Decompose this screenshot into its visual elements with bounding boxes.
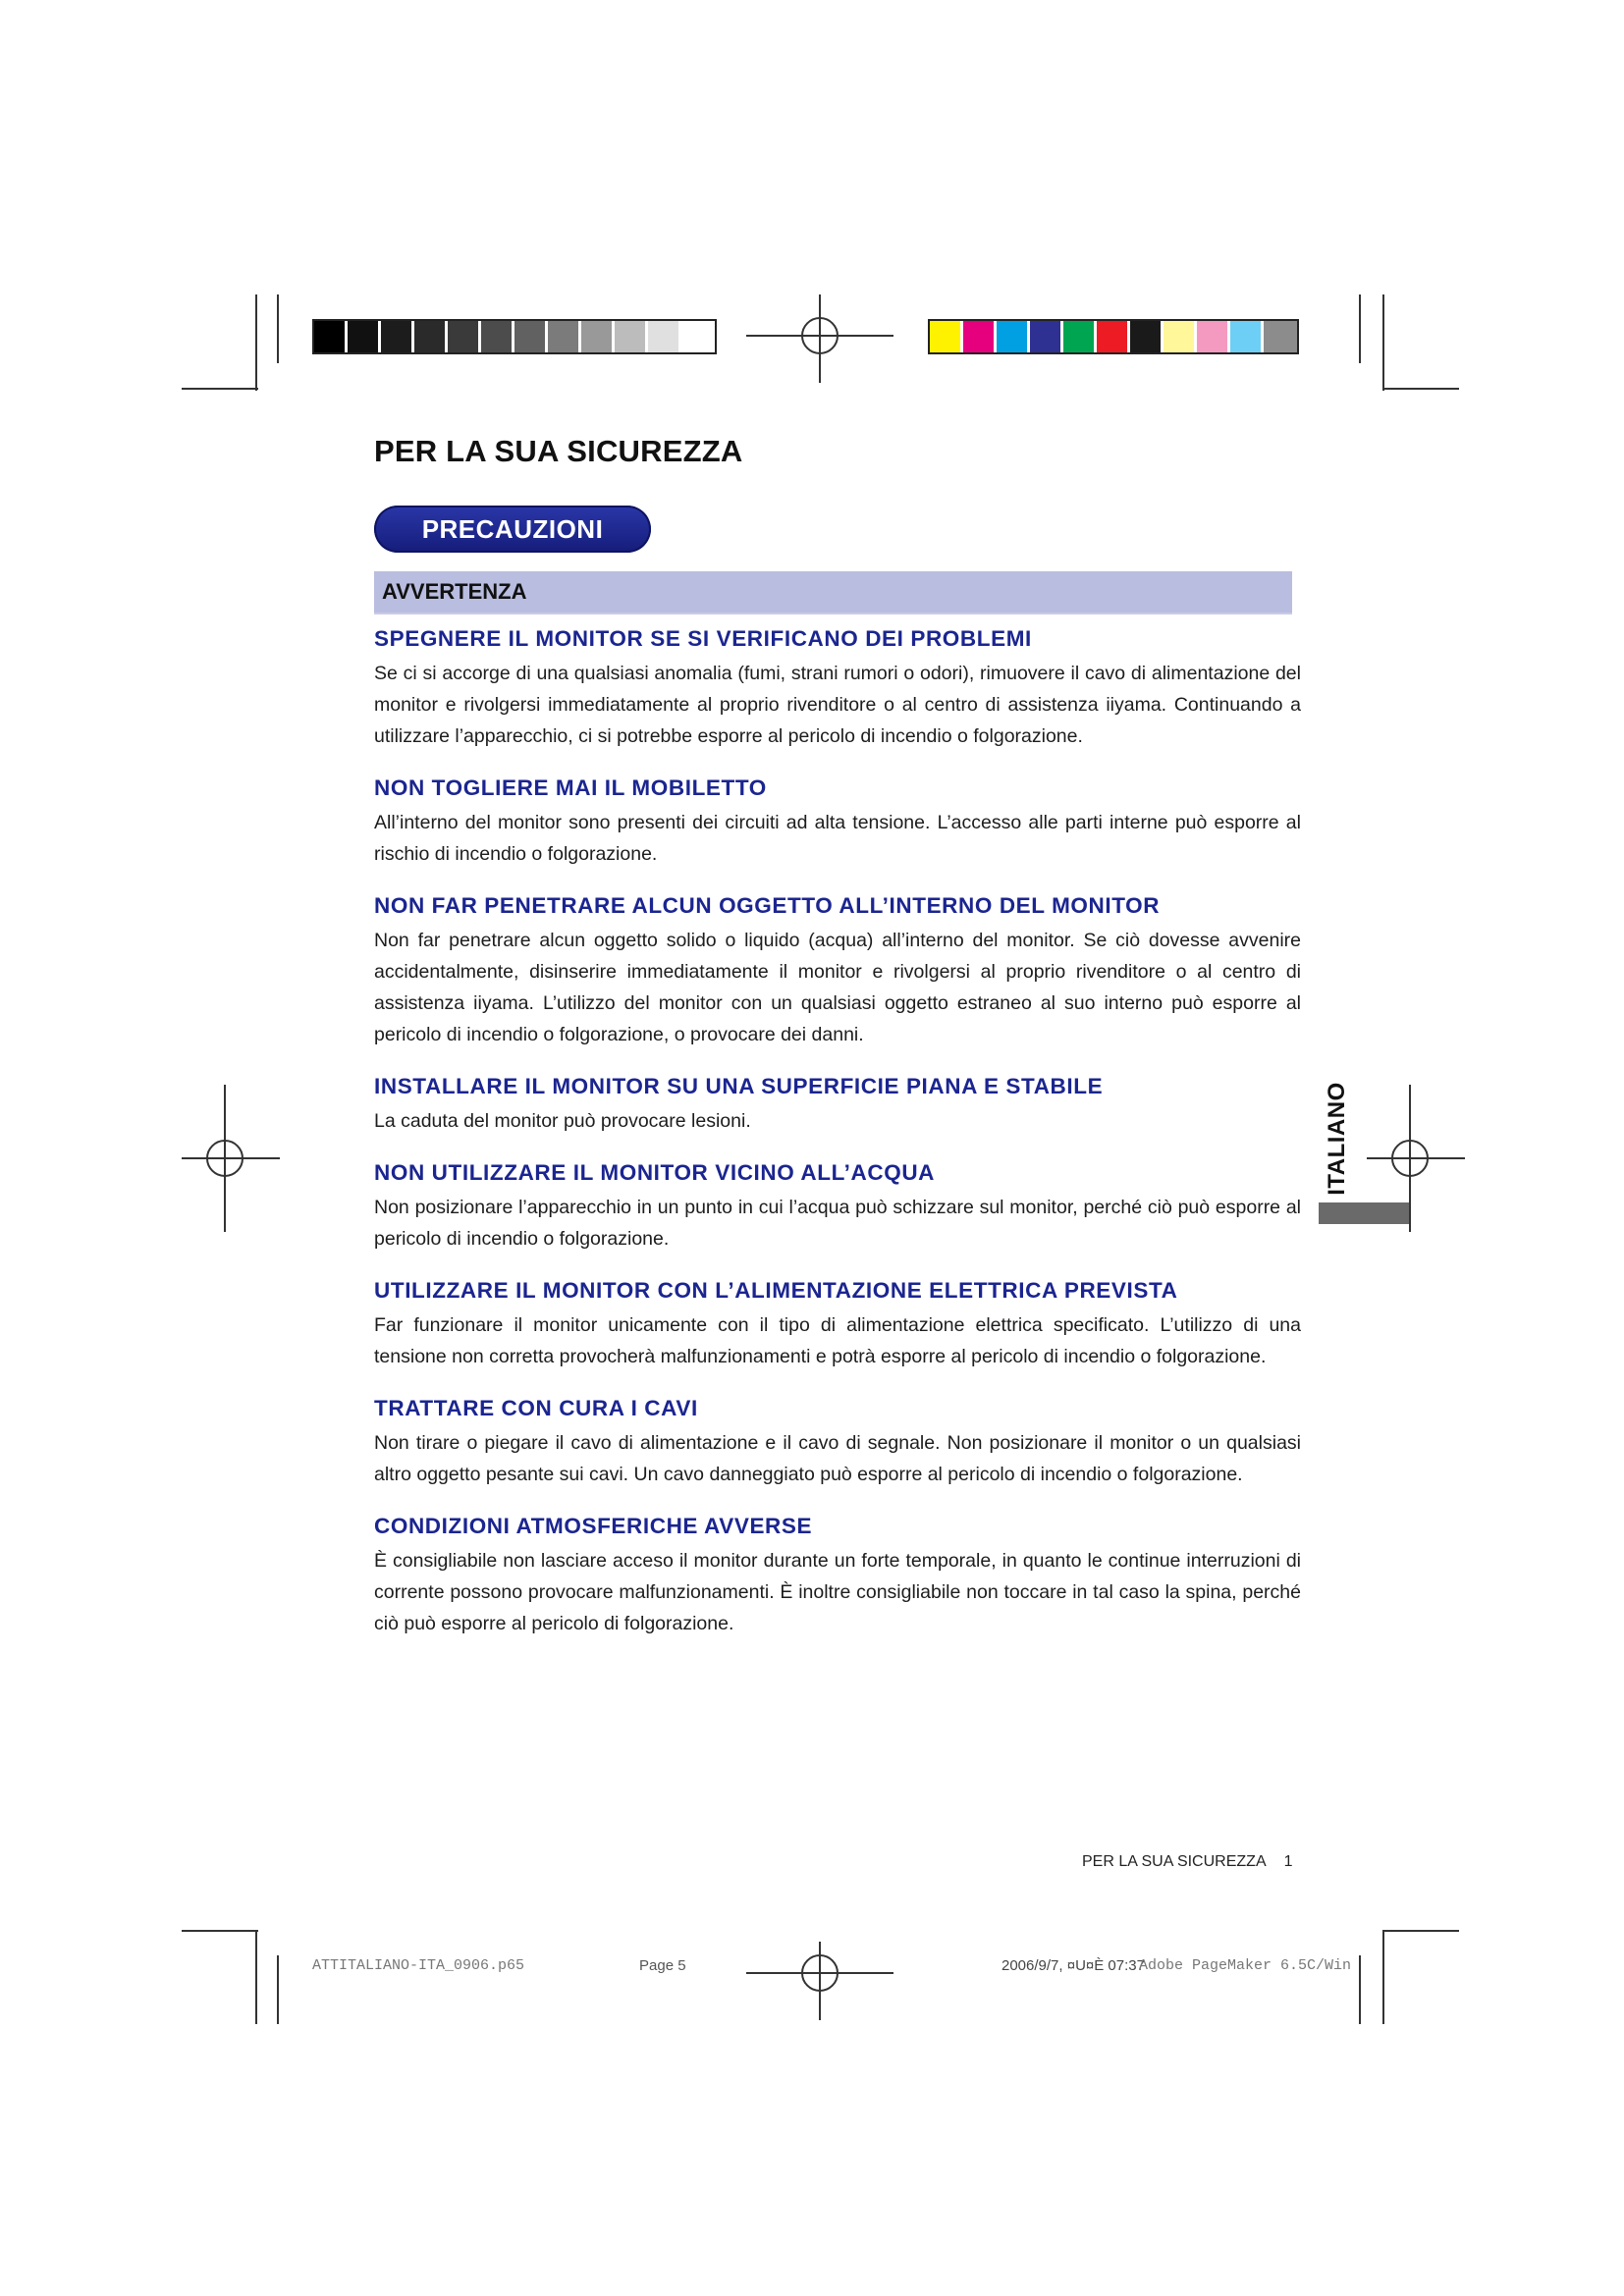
- slug-page: Page 5: [639, 1957, 686, 1974]
- color-swatch: [1164, 321, 1197, 352]
- color-swatch: [963, 321, 997, 352]
- warning-label: AVVERTENZA: [382, 579, 527, 604]
- crop-mark: [182, 1930, 258, 1932]
- color-swatch: [1030, 321, 1063, 352]
- registration-mark-bottom: [746, 1942, 893, 2020]
- language-tab-marker: [1319, 1202, 1409, 1224]
- crop-mark: [277, 294, 279, 363]
- section-text: All’interno del monitor sono presenti dei circuiti ad alta tensione. L’accesso alle parti interne può esporre al rischio di incendio o folgorazione.: [374, 812, 1301, 865]
- section-cabinet: [374, 774, 1301, 870]
- section-heading: NON FAR PENETRARE ALCUN OGGETTO ALL’INTERNO DEL MONITOR: [374, 893, 1161, 918]
- color-swatch: [648, 321, 681, 352]
- section-stable-surface: [374, 1072, 1301, 1137]
- language-tab: [1310, 1082, 1365, 1196]
- section-objects: [374, 891, 1301, 1050]
- section-power: [374, 1276, 1301, 1372]
- section-heading: NON UTILIZZARE IL MONITOR VICINO ALL’ACQUA: [374, 1160, 936, 1185]
- crop-mark: [1359, 294, 1361, 363]
- slug-filename: ATTITALIANO-ITA_0906.p65: [312, 1957, 525, 1974]
- section-text: Non far penetrare alcun oggetto solido o liquido (acqua) all’interno del monitor. Se ciò dovesse avvenire accidentalmente, disinserire immediatamente il monitor e rivolgersi al proprio rivenditore o al centro di assistenza iiyama. L’utilizzo del monitor con un qualsiasi oggetto estraneo al suo interno può esporre al pericolo di incendio o folgorazione, o provocare dei danni.: [374, 930, 1301, 1045]
- warning-band: [374, 571, 1292, 614]
- page-number: 1: [1283, 1853, 1293, 1870]
- section-text: Non posizionare l’apparecchio in un punto in cui l’acqua può schizzare sul monitor, perché ciò può esporre al pericolo di incendio o folgorazione.: [374, 1197, 1301, 1250]
- section-heading: UTILIZZARE IL MONITOR CON L’ALIMENTAZIONE ELETTRICA PREVISTA: [374, 1278, 1178, 1303]
- section-turn-off: [374, 624, 1301, 752]
- crop-mark: [182, 388, 258, 390]
- crop-mark: [1382, 388, 1459, 390]
- section-text: Far funzionare il monitor unicamente con il tipo di alimentazione elettrica specificato. L’utilizzo di una tensione non corretta provocherà malfunzionamenti e potrà esporre al pericolo di incendio o folgorazione.: [374, 1314, 1301, 1367]
- color-swatch: [681, 321, 715, 352]
- color-swatch: [448, 321, 481, 352]
- crop-mark: [255, 294, 257, 391]
- crop-mark: [1382, 294, 1384, 391]
- color-swatch: [1230, 321, 1264, 352]
- section-heading: NON TOGLIERE MAI IL MOBILETTO: [374, 775, 767, 800]
- color-swatch: [1130, 321, 1164, 352]
- color-swatch: [581, 321, 615, 352]
- section-text: Non tirare o piegare il cavo di alimentazione e il cavo di segnale. Non posizionare il monitor o un qualsiasi altro oggetto pesante sui cavi. Un cavo danneggiato può esporre al pericolo di incendio o folgorazione.: [374, 1432, 1301, 1485]
- color-swatch: [615, 321, 648, 352]
- color-swatch: [514, 321, 548, 352]
- crop-mark: [1359, 1955, 1361, 2024]
- precautions-pill: PRECAUZIONI: [374, 506, 651, 553]
- color-swatch: [381, 321, 414, 352]
- color-swatch: [548, 321, 581, 352]
- section-weather: [374, 1512, 1301, 1639]
- grayscale-bar: [312, 319, 717, 354]
- process-color-bar: [928, 319, 1299, 354]
- slug-application: Adobe PageMaker 6.5C/Win: [1139, 1957, 1352, 1974]
- color-swatch: [1097, 321, 1130, 352]
- registration-mark-left: [182, 1085, 280, 1232]
- color-swatch: [314, 321, 348, 352]
- crop-mark: [1382, 1930, 1384, 2024]
- registration-mark-top: [746, 294, 893, 383]
- section-text: Se ci si accorge di una qualsiasi anomalia (fumi, strani rumori o odori), rimuovere il cavo di alimentazione del monitor e rivolgersi immediatamente al proprio rivenditore o al centro di assistenza iiyama. Continuando a utilizzare l’apparecchio, ci si potrebbe esporre al pericolo di incendio o folgorazione.: [374, 663, 1301, 747]
- section-text: È consigliabile non lasciare acceso il monitor durante un forte temporale, in quanto le continue interruzioni di corrente possono provocare malfunzionamenti. È inoltre consigliabile non toccare in tal caso la spina, perché ciò può esporre al pericolo di folgorazione.: [374, 1550, 1301, 1634]
- color-swatch: [414, 321, 448, 352]
- language-label: ITALIANO: [1324, 1082, 1350, 1196]
- section-text: La caduta del monitor può provocare lesioni.: [374, 1110, 751, 1132]
- color-swatch: [348, 321, 381, 352]
- color-swatch: [481, 321, 514, 352]
- safety-sections: [374, 624, 1301, 1661]
- footer-section: PER LA SUA SICUREZZA: [1082, 1853, 1267, 1870]
- section-heading: TRATTARE CON CURA I CAVI: [374, 1396, 698, 1420]
- section-heading: SPEGNERE IL MONITOR SE SI VERIFICANO DEI PROBLEMI: [374, 626, 1032, 651]
- crop-mark: [277, 1955, 279, 2024]
- color-swatch: [1264, 321, 1297, 352]
- color-swatch: [930, 321, 963, 352]
- slug-date: 2006/9/7, ¤U¤È 07:37: [1001, 1957, 1145, 1974]
- page-title: PER LA SUA SICUREZZA: [374, 434, 743, 468]
- color-swatch: [1197, 321, 1230, 352]
- page-footer: [1082, 1853, 1293, 1871]
- crop-mark: [255, 1930, 257, 2024]
- section-heading: CONDIZIONI ATMOSFERICHE AVVERSE: [374, 1514, 813, 1538]
- crop-mark: [1382, 1930, 1459, 1932]
- section-cables: [374, 1394, 1301, 1490]
- section-water: [374, 1158, 1301, 1255]
- color-swatch: [1063, 321, 1097, 352]
- color-swatch: [997, 321, 1030, 352]
- section-heading: INSTALLARE IL MONITOR SU UNA SUPERFICIE PIANA E STABILE: [374, 1074, 1104, 1098]
